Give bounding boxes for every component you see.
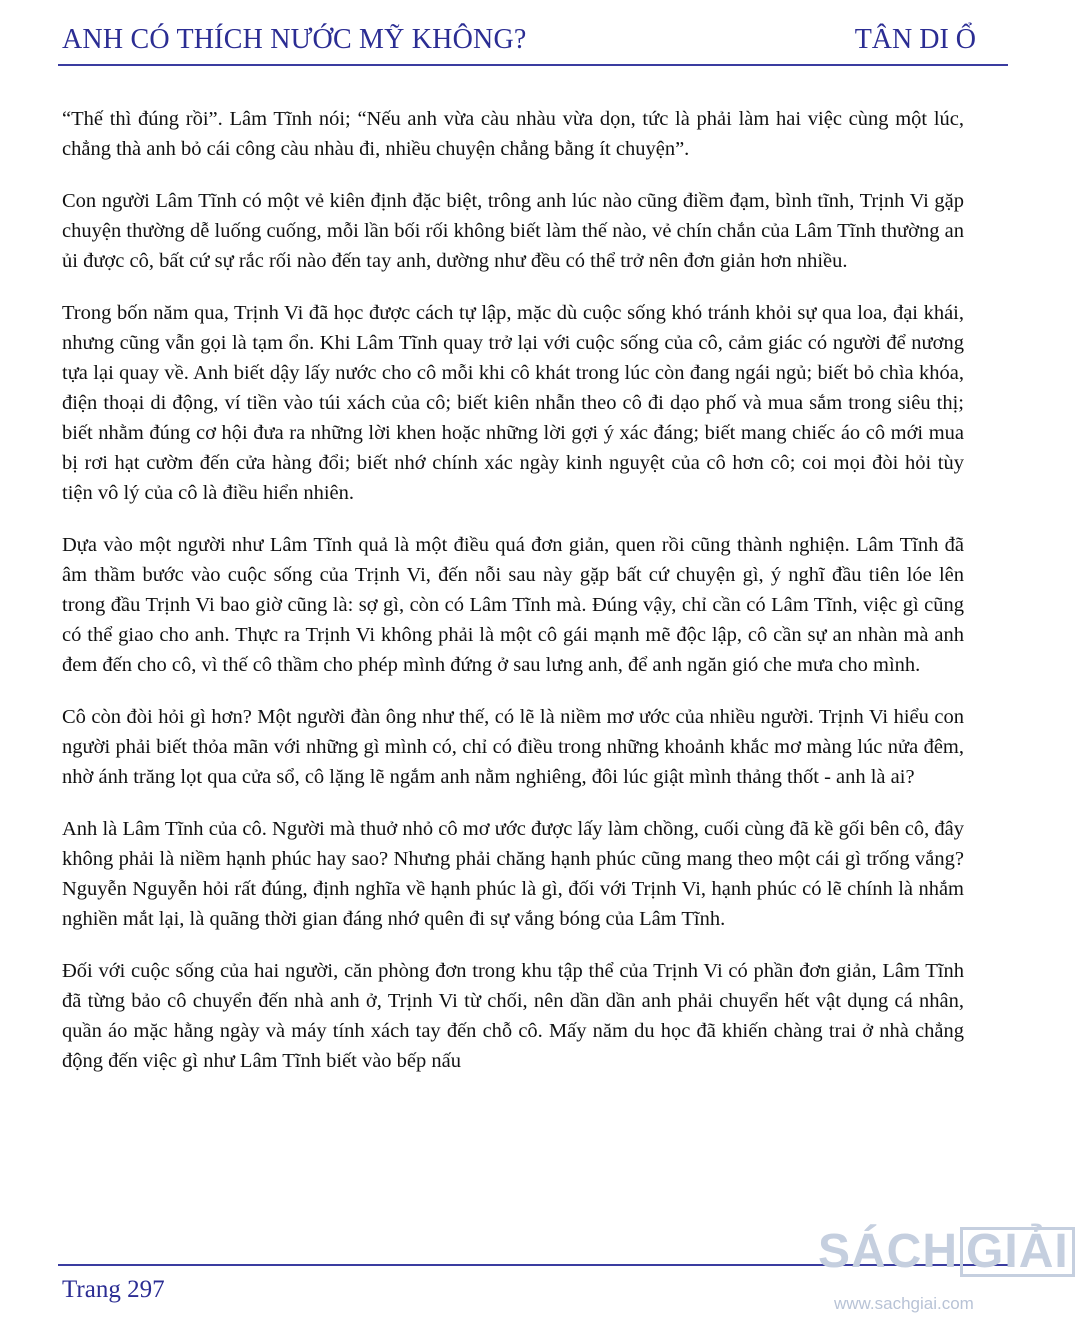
watermark-url: www.sachgiai.com (834, 1294, 974, 1313)
page-body (62, 104, 964, 1098)
watermark (812, 1218, 1069, 1323)
paragraph-1: “Thế thì đúng rồi”. Lâm Tĩnh nói; “Nếu anh vừa càu nhàu vừa dọn, tức là phải làm hai việc cùng một lúc, chẳng thà anh bỏ cái công càu nhàu đi, nhiều chuyện chẳng bằng ít chuyện”. (62, 108, 964, 160)
page-number: Trang 297 (62, 1276, 165, 1303)
paragraph-3: Trong bốn năm qua, Trịnh Vi đã học được cách tự lập, mặc dù cuộc sống khó tránh khỏi sự qua loa, đại khái, nhưng cũng vẫn gọi là tạm ổn. Khi Lâm Tĩnh quay trở lại với cuộc sống của cô, cảm giác có người để nương tựa lại quay về. Anh biết dậy lấy nước cho cô mỗi khi cô khát trong lúc còn đang ngái ngủ; biết bỏ chìa khóa, điện thoại di động, ví tiền vào túi xách của cô; biết kiên nhẫn theo cô đi dạo phố và mua sắm trong siêu thị; biết nhằm đúng cơ hội đưa ra những lời khen hoặc những lời gợi ý xác đáng; biết mang chiếc áo cô mới mua bị rơi hạt cườm đến cửa hàng đổi; biết nhớ chính xác ngày kinh nguyệt của cô hơn cô; coi mọi đòi hỏi tùy tiện vô lý của cô là điều hiển nhiên. (62, 302, 964, 504)
paragraph-7: Đối với cuộc sống của hai người, căn phòng đơn trong khu tập thể của Trịnh Vi có phần đơn giản, Lâm Tĩnh đã từng bảo cô chuyển đến nhà anh ở, Trịnh Vi từ chối, nên dần dần anh phải chuyển hết vật dụng cá nhân, quần áo mặc hằng ngày và máy tính xách tay đến chỗ cô. Mấy năm du học đã khiến chàng trai ở nhà chẳng động đến việc gì như Lâm Tĩnh biết vào bếp nấu (62, 960, 964, 1072)
header-divider (58, 64, 1008, 66)
paragraph-5: Cô còn đòi hỏi gì hơn? Một người đàn ông như thế, có lẽ là niềm mơ ước của nhiều người. Trịnh Vi hiểu con người phải biết thỏa mãn với những gì mình có, chỉ có điều trong những khoảnh khắc mơ màng lúc nửa đêm, nhờ ánh trăng lọt qua cửa sổ, cô lặng lẽ ngắm anh nằm nghiêng, đôi lúc giật mình thảng thốt - anh là ai? (62, 706, 964, 788)
watermark-logo-left: SÁCH (818, 1225, 959, 1278)
watermark-logo (818, 1224, 1075, 1279)
author-name: TÂN DI Ổ (854, 24, 976, 55)
paragraph-2: Con người Lâm Tĩnh có một vẻ kiên định đặc biệt, trông anh lúc nào cũng điềm đạm, bình tĩnh, Trịnh Vi gặp chuyện thường dễ luống cuống, mỗi lần bối rối không biết làm thế nào, vẻ chín chắn của Lâm Tĩnh thường an ủi được cô, bất cứ sự rắc rối nào đến tay anh, dường như đều có thể trở nên đơn giản hơn nhiều. (62, 190, 964, 272)
watermark-logo-right: GIẢI (960, 1227, 1075, 1277)
book-title: ANH CÓ THÍCH NƯỚC MỸ KHÔNG? (62, 24, 527, 55)
paragraph-6: Anh là Lâm Tĩnh của cô. Người mà thuở nhỏ cô mơ ước được lấy làm chồng, cuối cùng đã kề gối bên cô, đây không phải là niềm hạnh phúc hay sao? Nhưng phải chăng hạnh phúc cũng mang theo một cái gì trống vắng? Nguyễn Nguyễn hỏi rất đúng, định nghĩa về hạnh phúc là gì, đối với Trịnh Vi, hạnh phúc có lẽ chính là nhắm nghiền mắt lại, là quãng thời gian đáng nhớ quên đi sự vắng bóng của Lâm Tĩnh. (62, 818, 964, 930)
paragraph-4: Dựa vào một người như Lâm Tĩnh quả là một điều quá đơn giản, quen rồi cũng thành nghiện. Lâm Tĩnh đã âm thầm bước vào cuộc sống của Trịnh Vi, đến nỗi sau này gặp bất cứ chuyện gì, ý nghĩ đầu tiên lóe lên trong đầu Trịnh Vi bao giờ cũng là: sợ gì, còn có Lâm Tĩnh mà. Đúng vậy, chỉ cần có Lâm Tĩnh, việc gì cũng có thể giao cho anh. Thực ra Trịnh Vi không phải là một cô gái mạnh mẽ độc lập, cô cần sự an nhàn mà anh đem đến cho cô, vì thế cô thầm cho phép mình đứng ở sau lưng anh, để anh ngăn gió che mưa cho mình. (62, 534, 964, 676)
page-header (0, 0, 1024, 70)
